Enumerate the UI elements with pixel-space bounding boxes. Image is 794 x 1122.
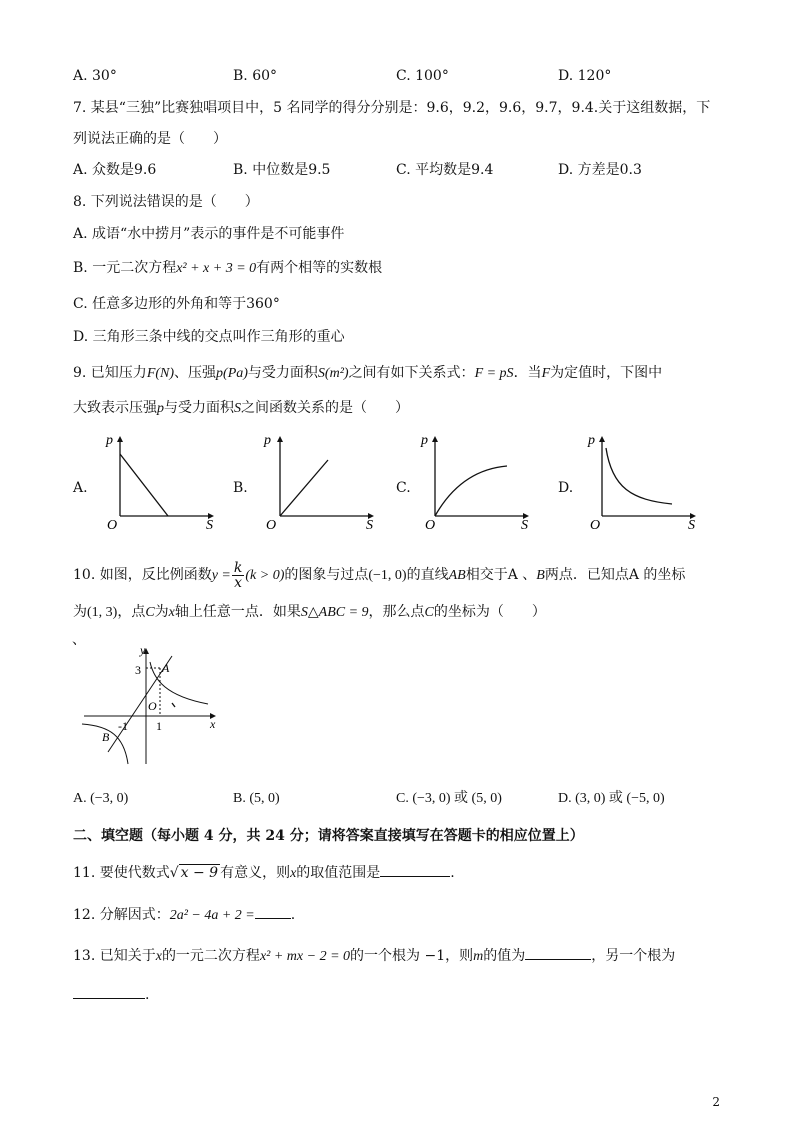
q9-graph-b [258, 430, 383, 533]
q9-text: 大致表示压强 [73, 400, 157, 416]
q10-text: ，那么点 [368, 604, 425, 620]
x-axis-label: S [366, 518, 373, 533]
q10-text: 为 [154, 604, 169, 620]
q9-s-var: S [234, 401, 241, 416]
q9-graph-label-c: C. [396, 480, 411, 496]
q10-stem-line1 [73, 560, 685, 591]
q13-answer-blank-2[interactable] [73, 984, 145, 999]
x-axis-label: S [688, 518, 695, 533]
q7-stem-line2: 列说法正确的是（ ） [73, 131, 227, 147]
q13-text: . [145, 987, 150, 1003]
q10-text: 为 [73, 604, 87, 620]
q9-text: 之间有如下关系式： [348, 365, 475, 381]
q11-radicand: x − 9 [180, 865, 219, 881]
x-axis-label: S [206, 518, 213, 533]
point-a-label: A [162, 661, 170, 675]
q10-condition: (k > 0) [245, 568, 285, 583]
q11-text: 有意义，则 [220, 865, 291, 881]
q10-point-b: B [536, 568, 545, 583]
q9-force-var: F(N) [146, 366, 175, 381]
q9-area-var: S(m²) [317, 366, 349, 381]
q8-option-b [73, 258, 382, 279]
tick-neg1-label: -1 [118, 719, 128, 733]
q10-option-a: A. (−3, 0) [73, 791, 129, 806]
q11-answer-blank[interactable] [380, 862, 450, 877]
y-axis-label: y [140, 643, 146, 657]
q9-graph-d [582, 430, 707, 533]
fraction-denominator: x [234, 574, 243, 591]
q10-text: 的坐标为（ ） [433, 604, 546, 620]
y-axis-label: p [588, 433, 595, 448]
q7-option-c: C. 平均数是9.4 [396, 162, 494, 178]
q9-text: 之间函数关系的是（ ） [241, 400, 409, 416]
q11-text: 11. 要使代数式 [73, 865, 170, 881]
y-axis-label: p [264, 433, 271, 448]
q10-point-c: C [424, 605, 434, 620]
q7-option-d: D. 方差是0.3 [558, 162, 642, 178]
y-axis-arrow [432, 436, 438, 442]
q8-option-d: D. 三角形三条中线的交点叫作三角形的重心 [73, 329, 345, 345]
q11-x-var: x [290, 866, 297, 881]
q7-stem-line1: 7. 某县“三独”比赛独唱项目中，5 名同学的得分分别是：9.6，9.2，9.6，9.7，9.4.关于这组数据，下 [73, 100, 711, 116]
q13-text: 的一个根为 −1，则 [350, 948, 474, 964]
tick-1-label: 1 [156, 719, 162, 733]
point-c-mark [172, 703, 175, 707]
origin-label: O [107, 518, 118, 533]
y-axis-arrow [117, 436, 123, 442]
q9-graph-label-d: D. [558, 480, 574, 496]
q12-text: . [290, 907, 296, 923]
q8-option-c: C. 任意多边形的外角和等于360° [73, 296, 280, 312]
q10-tick-mark: 、 [72, 632, 86, 648]
q10-option-c: C. (−3, 0) 或 (5, 0) [396, 791, 502, 806]
q10-fraction [232, 561, 244, 590]
q7-option-a: A. 众数是9.6 [73, 162, 157, 178]
q10-point: (−1, 0) [368, 568, 407, 583]
graph-line-decreasing [120, 454, 168, 516]
q9-stem-line2 [73, 398, 409, 419]
y-axis-arrow [277, 436, 283, 442]
q9-graph-a [96, 430, 221, 533]
x-axis-label: S [521, 518, 528, 533]
q11-text: 的取值范围是 [296, 865, 381, 881]
q12-expression: 2a² − 4a + 2 = [169, 908, 255, 923]
q10-text: 两点．已知点A 的坐标 [544, 567, 686, 583]
q13-equation: x² + mx − 2 = 0 [259, 949, 351, 964]
q10-text: 相交于A 、 [465, 567, 537, 583]
q9-text: 与受力面积 [164, 400, 234, 416]
q9-force-var: F [541, 366, 551, 381]
q10-point-c: C [145, 605, 155, 620]
q9-pressure-var: p(Pa) [216, 366, 248, 381]
q10-text: 轴上任意一点．如果 [174, 604, 301, 620]
q9-text: ．当 [513, 365, 542, 381]
q9-formula: F = pS [474, 366, 514, 381]
q6-option-b: B. 60° [233, 68, 278, 84]
q13-text: 的一元二次方程 [161, 948, 260, 964]
q9-p-var: p [157, 401, 164, 416]
origin-label: O [266, 518, 277, 533]
origin-label: O [425, 518, 436, 533]
q10-area: S△ABC = 9 [300, 605, 369, 620]
q9-graph-label-b: B. [233, 480, 248, 496]
q6-option-a: A. 30° [73, 68, 117, 84]
q13-text: 13. 已知关于 [73, 948, 156, 964]
y-axis-label: p [421, 433, 428, 448]
graph-line-increasing [280, 460, 328, 516]
sqrt-icon: √ [169, 865, 179, 881]
q10-stem-line2 [73, 602, 546, 623]
q8-option-b-suffix: 有两个相等的实数根 [256, 260, 383, 276]
q10-text: 10. 如图，反比例函数 [73, 567, 212, 583]
q6-option-c: C. 100° [396, 68, 449, 84]
q9-graph-c [421, 430, 546, 533]
q10-option-d: D. (3, 0) 或 (−5, 0) [558, 791, 665, 806]
fraction-numerator: k [233, 559, 243, 576]
q8-option-b-equation: x² + x + 3 = 0 [176, 261, 257, 276]
q7-option-b: B. 中位数是9.5 [233, 162, 331, 178]
q11 [73, 862, 455, 884]
q13-text: ，另一个根为 [591, 948, 676, 964]
q13-text: 的值为 [483, 948, 526, 964]
q10-line-ab: AB [448, 568, 466, 583]
point-b-label: B [102, 730, 110, 744]
origin-label: O [148, 699, 157, 713]
q12-text: 12. 分解因式： [73, 907, 170, 923]
q13-line1 [73, 945, 675, 967]
q13-line2 [73, 984, 149, 1005]
q9-text: 9. 已知压力 [73, 365, 147, 381]
origin-label: O [590, 518, 601, 533]
q10-y-eq: y = [211, 568, 231, 583]
q9-text: 、压强 [174, 365, 217, 381]
graph-curve-concave [435, 466, 507, 516]
q10-text: ，点 [117, 604, 146, 620]
y-axis-label: p [106, 433, 113, 448]
q10-text: 的图象与过点 [284, 567, 369, 583]
q9-graph-label-a: A. [73, 480, 88, 496]
tick-3-label: 3 [135, 663, 141, 677]
q8-stem: 8. 下列说法错误的是（ ） [73, 194, 259, 210]
q13-m-var: m [473, 949, 484, 964]
q10-coord-a: (1, 3) [87, 605, 118, 620]
graph-curve-hyperbola [606, 448, 672, 504]
q13-x-var: x [155, 949, 162, 964]
q10-text: 的直线 [406, 567, 449, 583]
q10-figure [80, 640, 230, 770]
q12-answer-blank[interactable] [255, 904, 291, 919]
q13-answer-blank-1[interactable] [525, 945, 591, 960]
x-axis-label: x [210, 717, 216, 731]
q11-text: . [450, 865, 455, 881]
q8-option-a: A. 成语“水中捞月”表示的事件是不可能事件 [73, 226, 345, 242]
q12 [73, 904, 295, 926]
q9-stem-line1 [73, 363, 662, 384]
q8-option-b-prefix: B. 一元二次方程 [73, 260, 177, 276]
q6-option-d: D. 120° [558, 68, 612, 84]
section-2-heading: 二、填空题（每小题 4 分，共 24 分；请将答案直接填写在答题卡的相应位置上） [73, 828, 584, 844]
q9-text: 与受力面积 [247, 365, 318, 381]
q9-text: 为定值时，下图中 [550, 365, 663, 381]
page-number: 2 [712, 1095, 720, 1109]
q10-x-var: x [168, 605, 175, 620]
y-axis-arrow [599, 436, 605, 442]
q10-option-b: B. (5, 0) [233, 791, 280, 806]
